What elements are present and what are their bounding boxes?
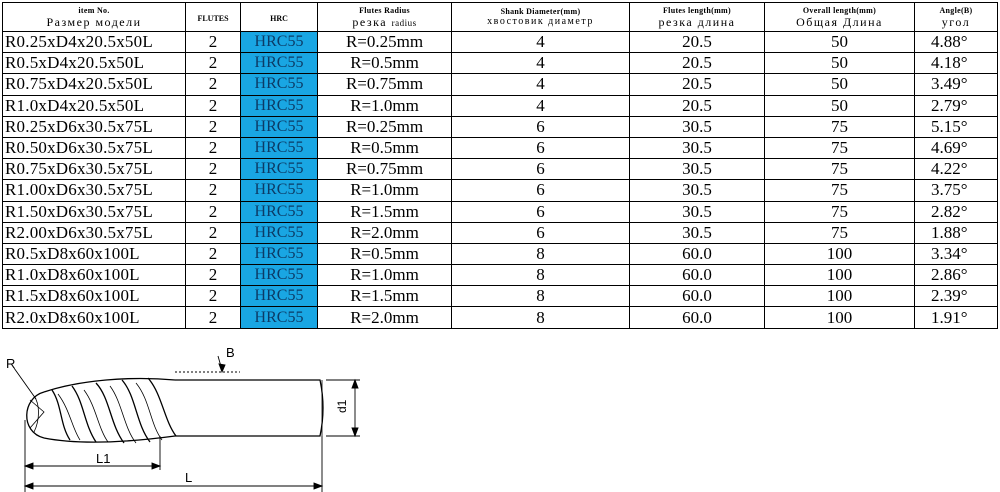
cell-flute-len: 30.5 <box>630 137 765 158</box>
cell-overall: 75 <box>765 137 915 158</box>
cell-angle: 4.18° <box>915 53 998 74</box>
cell-shank: 8 <box>452 286 630 307</box>
cell-flutes: 2 <box>186 74 241 95</box>
cell-overall: 50 <box>765 53 915 74</box>
cell-flutes: 2 <box>186 243 241 264</box>
table-row <box>3 201 998 222</box>
cell-flutes: 2 <box>186 53 241 74</box>
cell-angle: 2.82° <box>915 201 998 222</box>
cell-shank: 6 <box>452 180 630 201</box>
cell-shank: 4 <box>452 53 630 74</box>
cell-overall: 75 <box>765 201 915 222</box>
cell-item: R0.50xD6x30.5x75L <box>3 137 186 158</box>
cell-radius: R=2.0mm <box>318 307 452 328</box>
cell-angle: 2.79° <box>915 95 998 116</box>
header-radius-suffix: radius <box>391 17 417 28</box>
cell-hrc: HRC55 <box>241 95 318 116</box>
header-radius-ru: резка <box>352 14 388 29</box>
table-row <box>3 32 998 53</box>
cell-angle: 2.86° <box>915 265 998 286</box>
cell-flutes: 2 <box>186 265 241 286</box>
cell-item: R2.0xD8x60x100L <box>3 307 186 328</box>
cell-overall: 50 <box>765 95 915 116</box>
cell-flutes: 2 <box>186 180 241 201</box>
table-body <box>3 32 998 329</box>
cell-angle: 1.91° <box>915 307 998 328</box>
table-row <box>3 74 998 95</box>
cell-flutes: 2 <box>186 95 241 116</box>
cell-radius: R=0.5mm <box>318 137 452 158</box>
header-overall-length <box>765 3 915 32</box>
cell-hrc: HRC55 <box>241 307 318 328</box>
cell-flutes: 2 <box>186 159 241 180</box>
cell-item: R1.5xD8x60x100L <box>3 286 186 307</box>
cell-item: R0.75xD6x30.5x75L <box>3 159 186 180</box>
cell-item: R0.25xD6x30.5x75L <box>3 116 186 137</box>
cell-flute-len: 60.0 <box>630 286 765 307</box>
cell-hrc: HRC55 <box>241 265 318 286</box>
cell-overall: 75 <box>765 116 915 137</box>
cell-hrc: HRC55 <box>241 74 318 95</box>
cell-overall: 100 <box>765 307 915 328</box>
cell-radius: R=0.25mm <box>318 116 452 137</box>
header-flute-length <box>630 3 765 32</box>
cell-flute-len: 30.5 <box>630 201 765 222</box>
header-overall-length-en: Overall length(mm) <box>802 5 877 15</box>
header-flutes-label: FLUTES <box>197 14 229 23</box>
cell-flute-len: 30.5 <box>630 180 765 201</box>
cell-angle: 3.49° <box>915 74 998 95</box>
table-row <box>3 243 998 264</box>
cell-item: R0.5xD8x60x100L <box>3 243 186 264</box>
header-flute-length-en: Flutes length(mm) <box>663 5 731 15</box>
cell-radius: R=2.0mm <box>318 222 452 243</box>
cell-overall: 50 <box>765 74 915 95</box>
cell-angle: 2.39° <box>915 286 998 307</box>
cell-item: R1.50xD6x30.5x75L <box>3 201 186 222</box>
header-angle <box>915 3 998 32</box>
cell-flutes: 2 <box>186 32 241 53</box>
table-row <box>3 265 998 286</box>
table-header <box>3 3 998 32</box>
cell-angle: 5.15° <box>915 116 998 137</box>
header-item-ru: Размер модели <box>46 14 142 29</box>
cell-radius: R=1.0mm <box>318 180 452 201</box>
end-mill-drawing <box>0 335 380 492</box>
table-row <box>3 159 998 180</box>
cell-hrc: HRC55 <box>241 180 318 201</box>
table-row <box>3 95 998 116</box>
header-angle-en: Angle(B) <box>939 5 973 15</box>
cell-item: R0.75xD4x20.5x50L <box>3 74 186 95</box>
r-leader <box>14 368 36 399</box>
cell-shank: 4 <box>452 95 630 116</box>
table-row <box>3 53 998 74</box>
cell-shank: 8 <box>452 243 630 264</box>
cell-shank: 4 <box>452 32 630 53</box>
cell-flute-len: 60.0 <box>630 307 765 328</box>
cell-radius: R=1.5mm <box>318 286 452 307</box>
cell-flute-len: 20.5 <box>630 95 765 116</box>
cell-radius: R=0.75mm <box>318 74 452 95</box>
table-row <box>3 307 998 328</box>
cell-hrc: HRC55 <box>241 137 318 158</box>
cell-overall: 75 <box>765 222 915 243</box>
cell-item: R1.00xD6x30.5x75L <box>3 180 186 201</box>
cell-angle: 4.88° <box>915 32 998 53</box>
cell-radius: R=1.5mm <box>318 201 452 222</box>
header-item-en: item No. <box>78 5 110 15</box>
cell-radius: R=0.5mm <box>318 243 452 264</box>
flute-bottom-contour <box>44 436 175 442</box>
cell-flute-len: 60.0 <box>630 265 765 286</box>
cell-angle: 3.75° <box>915 180 998 201</box>
header-radius-en: Flutes Radius <box>359 5 410 15</box>
cell-shank: 6 <box>452 201 630 222</box>
header-radius-ru-line <box>318 16 451 28</box>
cell-item: R0.25xD4x20.5x50L <box>3 32 186 53</box>
cell-radius: R=0.5mm <box>318 53 452 74</box>
cell-item: R1.0xD8x60x100L <box>3 265 186 286</box>
cell-hrc: HRC55 <box>241 243 318 264</box>
label-l: L <box>185 470 193 485</box>
cell-hrc: HRC55 <box>241 53 318 74</box>
cell-flutes: 2 <box>186 222 241 243</box>
header-overall-length-ru: Общая Длина <box>796 14 883 29</box>
cell-hrc: HRC55 <box>241 159 318 180</box>
cell-overall: 100 <box>765 243 915 264</box>
label-l1: L1 <box>96 451 111 466</box>
cell-angle: 1.88° <box>915 222 998 243</box>
cell-hrc: HRC55 <box>241 32 318 53</box>
table-row <box>3 286 998 307</box>
cell-hrc: HRC55 <box>241 201 318 222</box>
table-row <box>3 222 998 243</box>
header-angle-ru: угол <box>941 14 971 29</box>
cell-flute-len: 30.5 <box>630 159 765 180</box>
table-row <box>3 116 998 137</box>
cell-overall: 75 <box>765 180 915 201</box>
cell-radius: R=1.0mm <box>318 95 452 116</box>
cell-angle: 3.34° <box>915 243 998 264</box>
cell-shank: 6 <box>452 137 630 158</box>
cell-overall: 75 <box>765 159 915 180</box>
cell-shank: 6 <box>452 159 630 180</box>
table-row <box>3 180 998 201</box>
cell-flutes: 2 <box>186 137 241 158</box>
cell-radius: R=0.75mm <box>318 159 452 180</box>
spec-table <box>2 2 998 329</box>
cell-shank: 8 <box>452 307 630 328</box>
header-shank-ru: хвостовик диаметр <box>487 15 594 27</box>
cell-shank: 6 <box>452 222 630 243</box>
cell-angle: 4.69° <box>915 137 998 158</box>
cell-angle: 4.22° <box>915 159 998 180</box>
cell-hrc: HRC55 <box>241 286 318 307</box>
shank-outline <box>175 380 323 436</box>
cell-item: R0.5xD4x20.5x50L <box>3 53 186 74</box>
cell-item: R2.00xD6x30.5x75L <box>3 222 186 243</box>
cell-hrc: HRC55 <box>241 116 318 137</box>
header-shank <box>452 3 630 32</box>
cell-flute-len: 30.5 <box>630 222 765 243</box>
cell-overall: 100 <box>765 286 915 307</box>
cell-shank: 6 <box>452 116 630 137</box>
cell-flutes: 2 <box>186 286 241 307</box>
cell-hrc: HRC55 <box>241 222 318 243</box>
header-shank-en: Shank Diameter(mm) <box>500 6 581 16</box>
cell-radius: R=0.25mm <box>318 32 452 53</box>
cell-shank: 4 <box>452 74 630 95</box>
cell-radius: R=1.0mm <box>318 265 452 286</box>
cell-overall: 50 <box>765 32 915 53</box>
cell-flute-len: 30.5 <box>630 116 765 137</box>
header-item <box>3 3 186 32</box>
table-row <box>3 137 998 158</box>
cell-flute-len: 60.0 <box>630 243 765 264</box>
label-d1: d1 <box>335 399 349 413</box>
cell-shank: 8 <box>452 265 630 286</box>
cell-flute-len: 20.5 <box>630 74 765 95</box>
cell-flutes: 2 <box>186 116 241 137</box>
label-r: R <box>6 356 16 371</box>
cell-flute-len: 20.5 <box>630 53 765 74</box>
header-hrc-label: HRC <box>270 14 288 23</box>
header-radius <box>318 3 452 32</box>
header-flutes <box>186 3 241 32</box>
cell-item: R1.0xD4x20.5x50L <box>3 95 186 116</box>
cell-overall: 100 <box>765 265 915 286</box>
label-b: B <box>226 345 235 360</box>
cell-flute-len: 20.5 <box>630 32 765 53</box>
cell-flutes: 2 <box>186 201 241 222</box>
cell-flutes: 2 <box>186 307 241 328</box>
header-flute-length-ru: резка длина <box>658 14 736 29</box>
header-hrc <box>241 3 318 32</box>
